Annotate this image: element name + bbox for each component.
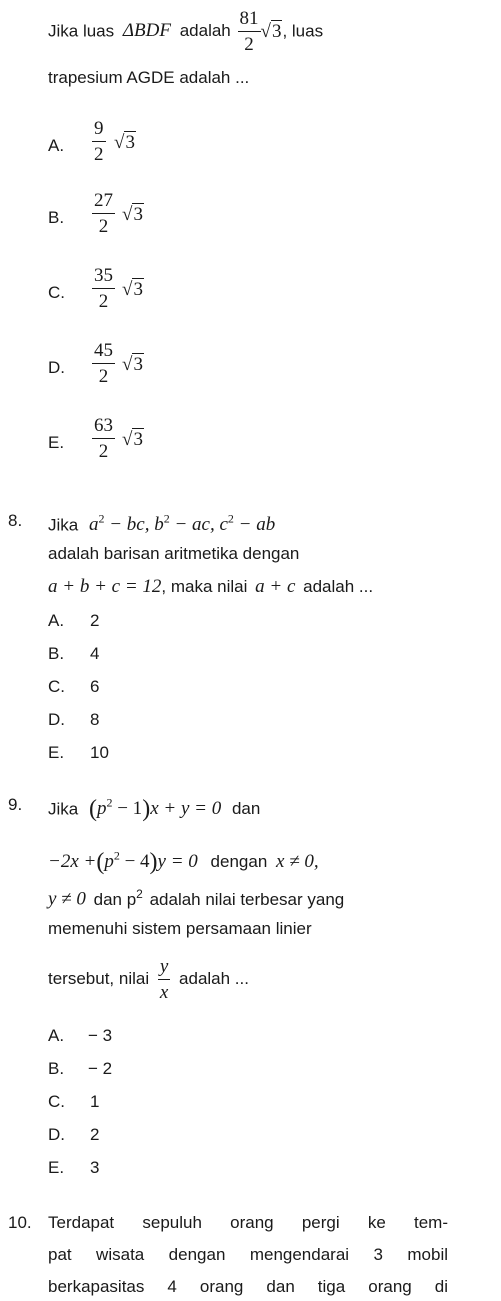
option-sqrt: √3 xyxy=(122,354,143,375)
option-letter: D. xyxy=(48,1125,65,1144)
q7-area-den: 2 xyxy=(244,34,254,55)
option-value: 3 xyxy=(90,1158,100,1177)
q7-option-a[interactable] xyxy=(48,118,248,174)
q8-text-end: adalah ... xyxy=(303,577,374,596)
fraction-den: x xyxy=(159,982,169,1003)
fraction-bar xyxy=(238,31,261,32)
superscript: 2 xyxy=(106,796,113,810)
option-letter: D. xyxy=(48,358,65,377)
q7-area-sqrt: √3 xyxy=(260,21,282,42)
radicand: 3 xyxy=(133,204,143,225)
fraction-bar xyxy=(92,363,115,364)
q7-option-b[interactable] xyxy=(48,190,248,246)
q9-text-end: adalah nilai terbesar yang xyxy=(149,889,345,909)
fraction-den: 2 xyxy=(98,216,109,237)
option-value: 4 xyxy=(90,644,100,663)
q10-stem-line3: berkapasitas 4 orang dan tiga orang di xyxy=(48,1277,448,1296)
fraction-den: 2 xyxy=(98,366,109,387)
radicand: 3 xyxy=(125,132,135,153)
option-sqrt: √3 xyxy=(122,279,143,300)
radicand: 3 xyxy=(133,279,143,300)
q9-option-b[interactable] xyxy=(48,1058,168,1080)
option-value: − 3 xyxy=(88,1026,113,1045)
q8-stem-line2: adalah barisan aritmetika dengan xyxy=(48,544,300,563)
q8-option-d[interactable] xyxy=(48,709,168,731)
radicand: 3 xyxy=(271,21,282,42)
fraction-den: 2 xyxy=(98,441,109,462)
q9-text-tersebut: tersebut, nilai xyxy=(48,969,150,988)
q10-number: 10. xyxy=(8,1213,32,1232)
superscript: 2 xyxy=(113,849,120,863)
q9-stem-line2 xyxy=(48,845,319,876)
superscript: 2 xyxy=(98,512,105,526)
q8-text: , maka nilai xyxy=(161,577,248,596)
q7-triangle: ΔBDF xyxy=(122,20,171,42)
option-value: − 2 xyxy=(88,1059,113,1078)
fraction-bar xyxy=(92,288,115,289)
fraction-bar xyxy=(92,141,106,142)
option-letter: E. xyxy=(48,743,65,762)
expr-ab: − ab xyxy=(238,514,276,536)
q10-stem-line1: Terdapat sepuluh orang pergi ke tem- xyxy=(48,1213,448,1232)
option-value: 10 xyxy=(90,743,109,762)
q9-text-end: adalah ... xyxy=(179,969,249,988)
option-value: 1 xyxy=(90,1092,100,1111)
fraction-num: y xyxy=(159,956,169,977)
q9-dengan: dengan xyxy=(210,852,268,872)
eq2-pre: −2x + xyxy=(48,851,97,873)
option-letter: C. xyxy=(48,677,65,696)
radicand: 3 xyxy=(133,354,143,375)
q9-stem-line5 xyxy=(48,956,249,1004)
q8-option-b[interactable] xyxy=(48,643,168,665)
eq1-rest: x + y = 0 xyxy=(150,798,222,820)
q8-option-a[interactable] xyxy=(48,610,168,632)
q7-stem-line2: trapesium AGDE adalah ... xyxy=(48,68,250,87)
q8-condition: a + b + c = 12 xyxy=(48,576,162,597)
fraction-bar xyxy=(92,213,115,214)
paren: ) xyxy=(149,849,158,876)
q7-stem-line1 xyxy=(48,8,323,56)
eq2-minus: − 4 xyxy=(124,851,150,873)
option-letter: B. xyxy=(48,644,65,663)
option-value: 2 xyxy=(90,611,100,630)
option-value: 6 xyxy=(90,677,100,696)
expr-a: a xyxy=(88,514,99,536)
fraction-bar xyxy=(92,438,115,439)
q9-number: 9. xyxy=(8,795,23,814)
q9-option-d[interactable] xyxy=(48,1124,168,1146)
option-value: 8 xyxy=(90,710,100,729)
q8-option-e[interactable] xyxy=(48,742,168,764)
fraction-bar xyxy=(158,979,170,980)
q9-option-c[interactable] xyxy=(48,1091,168,1113)
fraction-num: 45 xyxy=(94,340,113,361)
q7-text-3: , luas xyxy=(282,21,324,41)
option-fraction xyxy=(92,118,106,166)
q10-stem-line2: pat wisata dengan mengendarai 3 mobil xyxy=(48,1245,448,1264)
option-fraction xyxy=(92,265,115,313)
q8-number: 8. xyxy=(8,511,23,530)
paren: ) xyxy=(142,796,151,823)
q7-option-d[interactable] xyxy=(48,340,248,396)
q8-stem-line1 xyxy=(48,508,275,536)
q9-dan: dan xyxy=(231,799,261,819)
option-letter: E. xyxy=(48,433,65,452)
option-sqrt: √3 xyxy=(122,204,143,225)
q7-option-c[interactable] xyxy=(48,265,248,321)
var-p: p xyxy=(96,798,107,820)
paren: ( xyxy=(88,796,97,823)
q7-option-e[interactable] xyxy=(48,415,248,471)
superscript: 2 xyxy=(163,512,170,526)
q9-equation-1 xyxy=(88,796,222,823)
q9-stem-line3 xyxy=(48,883,344,911)
eq2-rest: y = 0 xyxy=(157,851,198,873)
option-fraction xyxy=(92,415,115,463)
option-letter: B. xyxy=(48,208,65,227)
option-sqrt: √3 xyxy=(114,132,135,153)
q9-fraction-yx xyxy=(158,956,170,1004)
q9-option-a[interactable] xyxy=(48,1025,168,1047)
q8-jika: Jika xyxy=(48,515,79,535)
q7-area-fraction xyxy=(238,8,261,56)
fraction-den: 2 xyxy=(94,144,104,165)
option-letter: E. xyxy=(48,1158,65,1177)
option-sqrt: √3 xyxy=(122,429,143,450)
var-p: p xyxy=(104,851,114,873)
eq1-minus: − 1 xyxy=(117,798,143,820)
option-letter: B. xyxy=(48,1059,65,1078)
q8-expression xyxy=(89,514,275,535)
q9-stem-line1 xyxy=(48,792,261,823)
fraction-den: 2 xyxy=(98,291,109,312)
option-letter: A. xyxy=(48,1026,65,1045)
fraction-num: 9 xyxy=(94,118,104,139)
q9-cond-y: y ≠ 0 xyxy=(48,888,86,910)
option-letter: D. xyxy=(48,710,65,729)
q9-jika: Jika xyxy=(48,799,79,819)
q9-equation-2 xyxy=(48,849,198,876)
fraction-num: 27 xyxy=(94,190,113,211)
q9-text-dan-p: dan p xyxy=(93,889,137,909)
q7-text-1: Jika luas xyxy=(48,21,115,41)
q8-stem-line3 xyxy=(48,576,373,598)
expr-bc: − bc, b xyxy=(109,514,164,536)
option-letter: C. xyxy=(48,283,65,302)
option-letter: C. xyxy=(48,1092,65,1111)
option-value: 2 xyxy=(90,1125,100,1144)
superscript: 2 xyxy=(227,512,234,526)
option-fraction xyxy=(92,190,115,238)
q8-option-c[interactable] xyxy=(48,676,168,698)
option-letter: A. xyxy=(48,136,65,155)
q7-text-2: adalah xyxy=(179,21,231,41)
q8-target-expr: a + c xyxy=(255,576,296,597)
expr-ac: − ac, c xyxy=(174,514,228,536)
fraction-num: 35 xyxy=(94,265,113,286)
fraction-num: 63 xyxy=(94,415,113,436)
q9-option-e[interactable] xyxy=(48,1157,168,1179)
q7-area-num: 81 xyxy=(239,8,259,29)
option-fraction xyxy=(92,340,115,388)
q9-cond-x: x ≠ 0, xyxy=(276,851,319,873)
option-letter: A. xyxy=(48,611,65,630)
paren: ( xyxy=(96,849,105,876)
superscript: 2 xyxy=(136,887,143,901)
radicand: 3 xyxy=(133,429,143,450)
q9-stem-line4: memenuhi sistem persamaan linier xyxy=(48,919,312,938)
